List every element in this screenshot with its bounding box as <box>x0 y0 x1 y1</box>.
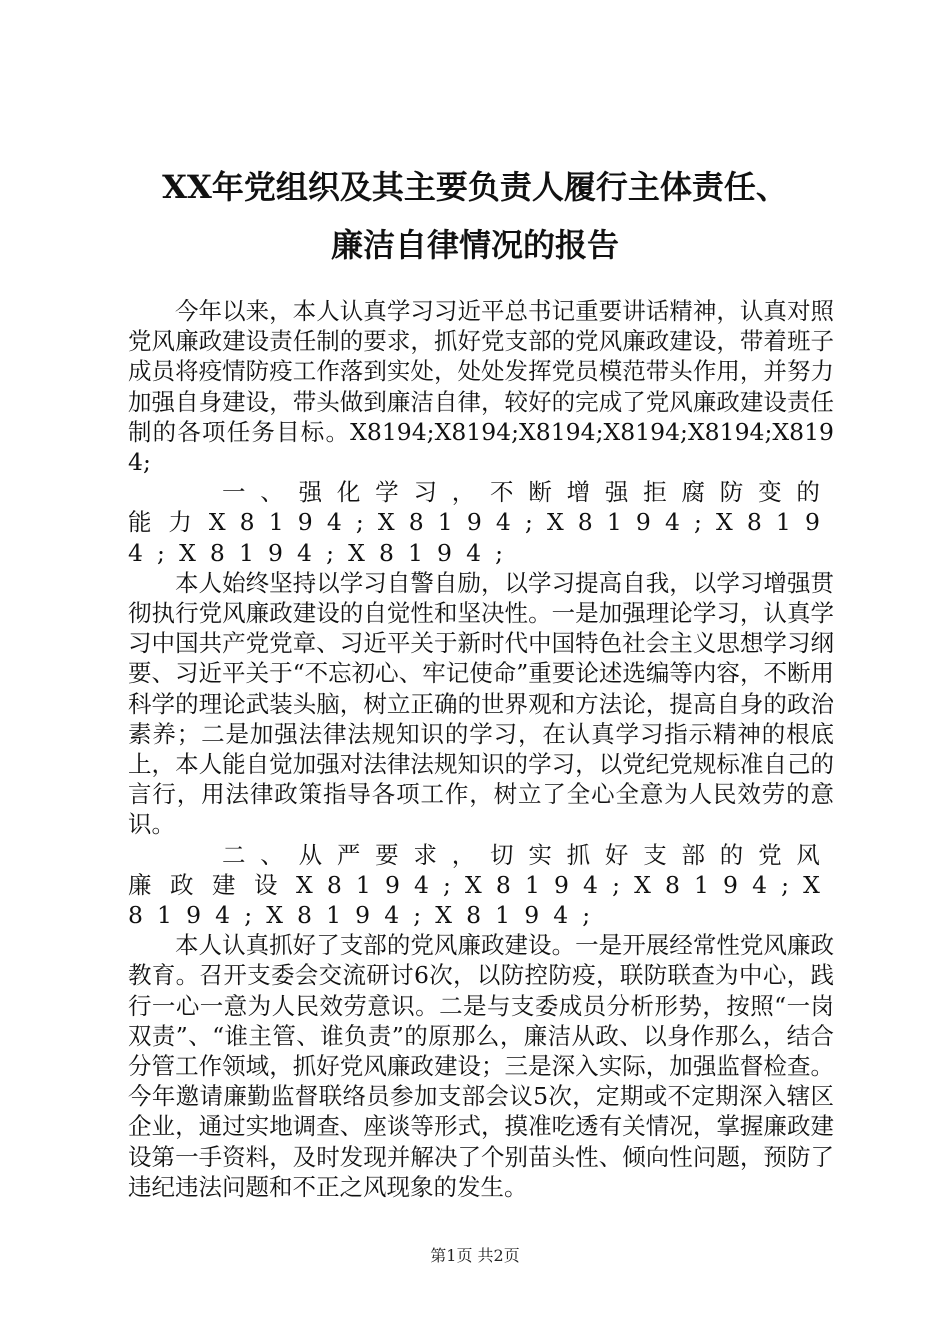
section-2-paragraph: 本人认真抓好了支部的党风廉政建设。一是开展经常性党风廉政教育。召开支委会交流研讨6次，以防控防疫，联防联查为中心，践行一心一意为人民效劳意识。二是与支委成员分析形势，按照“一岗双责”、“谁主管、谁负责”的原那么，廉洁从政、以身作那么，结合分管工作领域，抓好党风廉政建设；三是深入实际，加强监督检查。今年邀请廉勤监督联络员参加支部会议5次，定期或不定期深入辖区企业，通过实地调查、座谈等形式，摸准吃透有关情况，掌握廉政建设第一手资料，及时发现并解决了个别苗头性、倾向性问题，预防了违纪违法问题和不正之风现象的发生。 <box>128 931 834 1201</box>
section-heading-1: 一、强化学习，不断增强拒腐防变的能力X8194;X8194;X8194;X8194;X8194;X8194; <box>128 478 834 567</box>
page-footer: 第1页 共2页 <box>430 1246 520 1265</box>
title-line-1: XX年党组织及其主要负责人履行主体责任、 <box>162 168 788 206</box>
section-heading-2: 二、从严要求，切实抓好支部的党风廉政建设X8194;X8194;X8194;X8194;X8194;X8194; <box>128 840 834 930</box>
intro-paragraph: 今年以来，本人认真学习习近平总书记重要讲话精神，认真对照党风廉政建设责任制的要求，抓好党支部的党风廉政建设，带着班子成员将疫情防疫工作落到实处，处处发挥党员模范带头作用，并努力加强自身建设，带头做到廉洁自律，较好的完成了党风廉政建设责任制的各项任务目标。X8194;X8194;X8194;X8194;X8194;X8194; <box>128 297 834 477</box>
document-body <box>128 296 834 1202</box>
title-line-2: 廉洁自律情况的报告 <box>330 226 619 264</box>
section-1-paragraph: 本人始终坚持以学习自警自励，以学习提高自我，以学习增强贯彻执行党风廉政建设的自觉性和坚决性。一是加强理论学习，认真学习中国共产党党章、习近平关于新时代中国特色社会主义思想学习纲要、习近平关于“不忘初心、牢记使命”重要论述选编等内容，不断用科学的理论武装头脑，树立正确的世界观和方法论，提高自身的政治素养；二是加强法律法规知识的学习，在认真学习指示精神的根底上，本人能自觉加强对法律法规知识的学习，以党纪党规标准自己的言行，用法律政策指导各项工作，树立了全心全意为人民效劳的意识。 <box>128 568 834 839</box>
document-title <box>60 158 890 274</box>
